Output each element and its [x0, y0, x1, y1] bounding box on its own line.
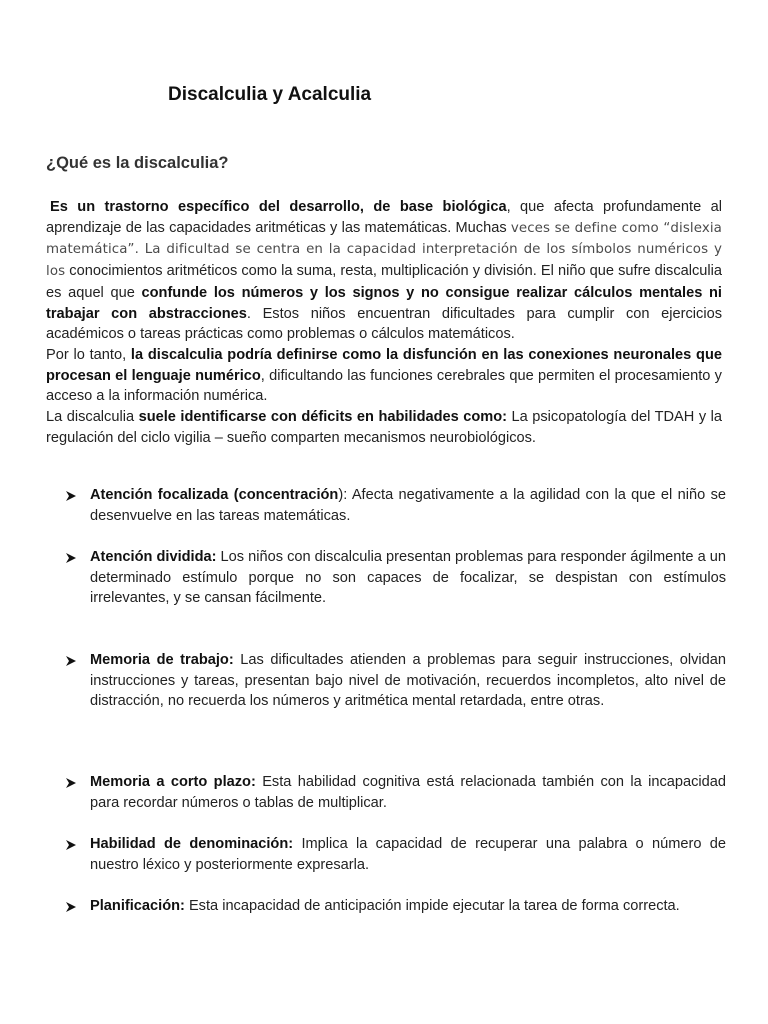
list-item-divided-attention — [66, 547, 726, 609]
arrowhead-bullet-icon — [66, 491, 76, 501]
list-item — [66, 485, 726, 526]
list-item-term: Habilidad de denominación: — [90, 836, 294, 852]
arrowhead-bullet-icon — [66, 656, 76, 666]
list-item-working-memory — [66, 650, 726, 712]
list-item-planning — [66, 896, 726, 917]
document-title: Discalculia y Acalculia — [168, 84, 372, 105]
list-item-description: Esta habilidad cognitiva está relacionada también con la incapacidad para recordar números o tablas de multiplicar. — [90, 774, 726, 811]
deficits-paragraph — [46, 407, 722, 448]
list-item-description: Implica la capacidad de recuperar una palabra o número de nuestro léxico y posteriormente expresarla. — [90, 836, 726, 873]
definition-paragraph — [46, 197, 722, 345]
definition-bold-lead: Es un trastorno específico del desarrollo, de base biológica — [50, 199, 507, 215]
list-item — [66, 650, 726, 712]
definition-text-2: conocimientos aritméticos como la suma, resta, multiplicación y división. El niño que sufre discalculia es aquel que — [46, 263, 722, 301]
list-item — [66, 547, 726, 609]
definition-text-1: , que afecta profundamente al aprendizaje de las capacidades aritméticas y las matemáticas. Muchas — [46, 199, 722, 236]
conclusion-text-2: , dificultando las funciones cerebrales que permiten el procesamiento y acceso a la información numérica. — [46, 367, 722, 405]
list-item — [66, 896, 726, 917]
list-item — [66, 772, 726, 813]
deficits-bold: suele identificarse con déficits en habilidades como: — [138, 409, 508, 426]
list-item-short-term-memory — [66, 772, 726, 813]
list-item-focused-attention — [66, 485, 726, 526]
list-item-description: Las dificultades atienden a problemas para seguir instrucciones, olvidan instrucciones y tareas, presentan bajo nivel de motivación, recuerdos incompletos, alto nivel de distracción, no recuerda los números y aritmética mental retardada, entre otras. — [90, 652, 727, 710]
arrowhead-bullet-icon — [66, 778, 76, 788]
intro-section — [46, 197, 722, 448]
arrowhead-bullet-icon — [66, 553, 76, 563]
list-item-term: Atención dividida: — [90, 549, 217, 565]
section-heading: ¿Qué es la discalculia? — [46, 154, 229, 172]
conclusion-text-1: Por lo tanto, — [46, 346, 131, 363]
list-item-naming-ability — [66, 834, 726, 875]
list-item-term: Planificación: — [90, 898, 185, 914]
conclusion-paragraph — [46, 345, 722, 407]
deficits-text-1: La discalculia — [46, 409, 139, 426]
list-item-term: Atención focalizada (concentración — [90, 487, 339, 503]
list-item-description: Esta incapacidad de anticipación impide ejecutar la tarea de forma correcta. — [184, 898, 680, 914]
conclusion-bold: la discalculia podría definirse como la disfunción en las conexiones neuronales que procesan el lenguaje numérico — [46, 346, 722, 384]
list-item-description: Los niños con discalculia presentan problemas para responder ágilmente a un determinado estímulo porque no son capaces de focalizar, se despistan con estímulos irrelevantes, y se cansan fácilmente. — [90, 549, 726, 607]
list-item-term: Memoria a corto plazo: — [90, 774, 256, 790]
arrowhead-bullet-icon — [66, 902, 76, 912]
list-item-term: Memoria de trabajo: — [90, 652, 234, 668]
definition-text-3: . Estos niños encuentran dificultades para cumplir con ejercicios académicos o tareas prácticas como problemas o cálculos matemáticos. — [46, 305, 722, 343]
arrowhead-bullet-icon — [66, 840, 76, 850]
definition-text-light: veces se define como “dislexia matemática”. La dificultad se centra en la capacidad interpretación de los símbolos numéricos y los — [46, 220, 722, 280]
list-item-description: ): Afecta negativamente a la agilidad con la que el niño se desenvuelve en las tareas matemáticas. — [90, 487, 726, 524]
deficits-text-2: La psicopatología del TDAH y la regulación del ciclo vigilia – sueño comparten mecanismos neurobiológicos. — [46, 409, 722, 446]
definition-bold-2: confunde los números y los signos y no consigue realizar cálculos mentales ni trabajar con abstracciones — [46, 284, 722, 322]
list-item — [66, 834, 726, 875]
